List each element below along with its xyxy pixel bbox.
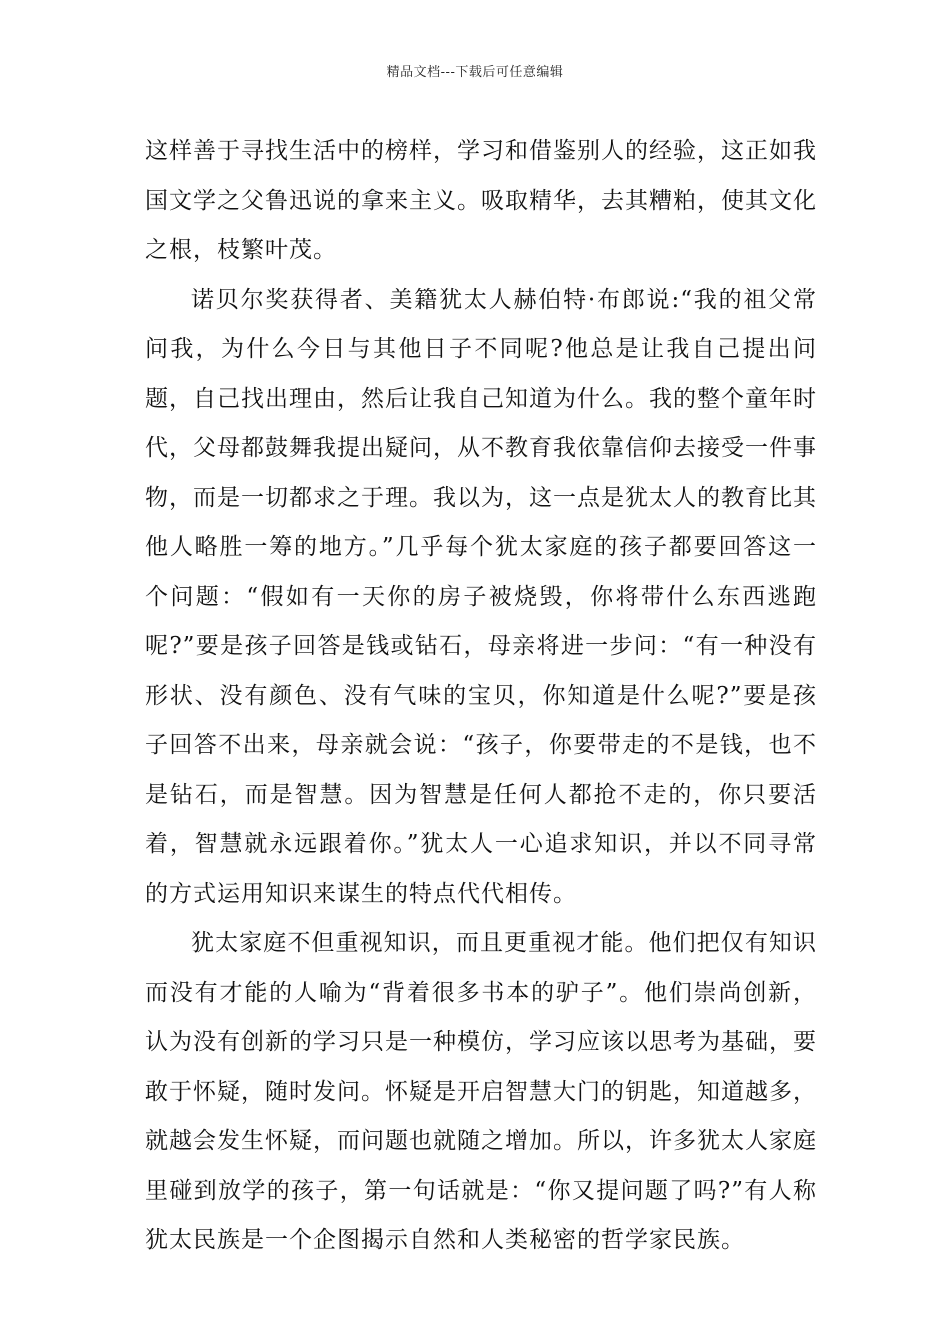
paragraph-continuation: 这样善于寻找生活中的榜样，学习和借鉴别人的经验，这正如我国文学之父鲁迅说的拿来主义。吸取精华，去其糟粕，使其文化之根，枝繁叶茂。 xyxy=(145,138,817,263)
paragraph-knowledge-and-ability: 犹太家庭不但重视知识，而且更重视才能。他们把仅有知识而没有才能的人喻为“背着很多书本的驴子”。他们崇尚创新，认为没有创新的学习只是一种模仿，学习应该以思考为基础，要敢于怀疑，随时发问。怀疑是开启智慧大门的钥匙，知道越多，就越会发生怀疑，而问题也就随之增加。所以，许多犹太人家庭里碰到放学的孩子，第一句话就是：“你又提问题了吗?”有人称犹太民族是一个企图揭示自然和人类秘密的哲学家民族。 xyxy=(145,930,817,1253)
paragraph-herbert-brown-quote: 诺贝尔奖获得者、美籍犹太人赫伯特·布郎说:“我的祖父常问我，为什么今日与其他日子不同呢?他总是让我自己提出问题，自己找出理由，然后让我自己知道为什么。我的整个童年时代，父母都鼓舞我提出疑问，从不教育我依靠信仰去接受一件事物，而是一切都求之于理。我以为，这一点是犹太人的教育比其他人略胜一筹的地方。”几乎每个犹太家庭的孩子都要回答这一个问题：“假如有一天你的房子被烧毁，你将带什么东西逃跑呢?”要是孩子回答是钱或钻石，母亲将进一步问：“有一种没有形状、没有颜色、没有气味的宝贝，你知道是什么呢?”要是孩子回答不出来，母亲就会说：“孩子，你要带走的不是钱，也不是钻石，而是智慧。因为智慧是任何人都抢不走的，你只要活着，智慧就永远跟着你。”犹太人一心追求知识，并以不同寻常的方式运用知识来谋生的特点代代相传。 xyxy=(145,286,817,907)
document-body xyxy=(145,127,817,1266)
page-header: 精品文档---下载后可任意编辑 xyxy=(386,65,564,80)
